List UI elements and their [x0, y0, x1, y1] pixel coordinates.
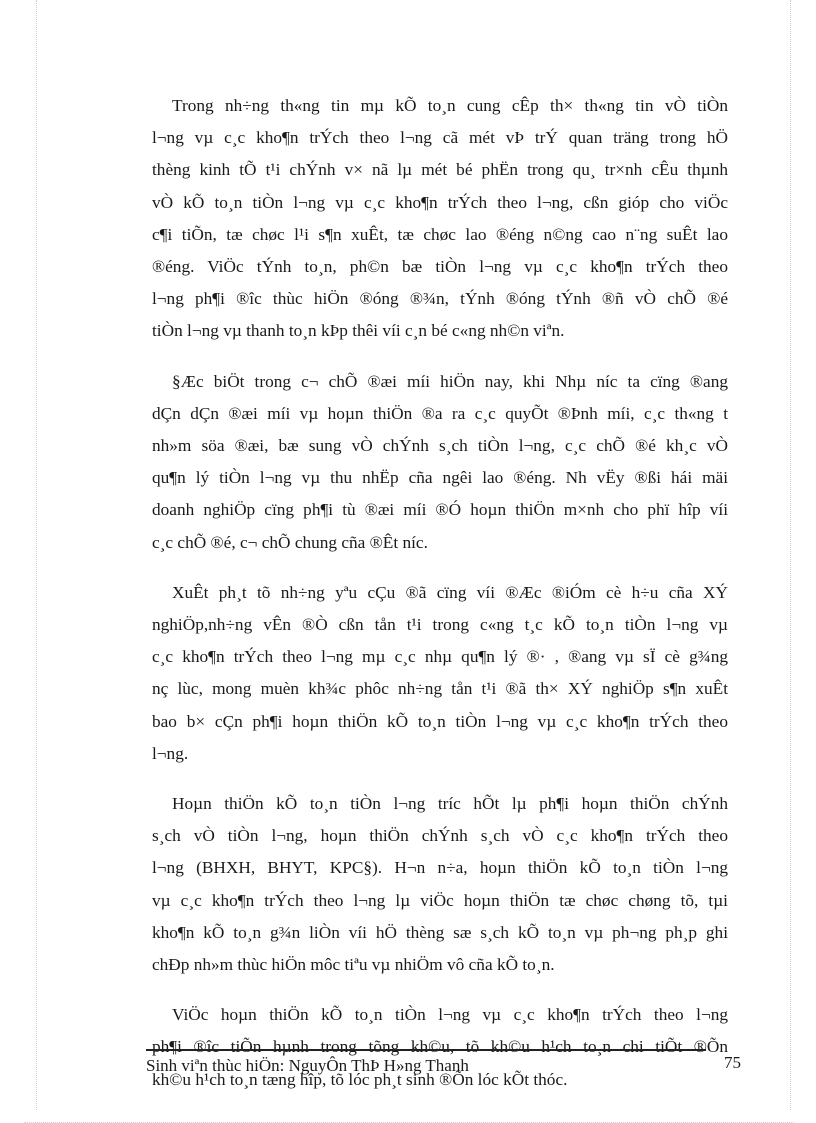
paragraph-line: bao b× cÇn ph¶i hoµn thiÖn kÕ to¸n tiÒn l¬ng vµ c¸c kho¶n trÝch theo: [152, 711, 728, 731]
paragraph-line: ViÖc hoµn thiÖn kÕ to¸n tiÒn l¬ng vµ c¸c kho¶n trÝch theo l¬ng: [172, 1005, 728, 1025]
paragraph-line: qu¶n lý tiÒn l¬ng vµ thu nhËp cña ngêi lao ®éng. Nh vËy ®ßi hái mäi: [152, 468, 728, 488]
paragraph-line: vµ c¸c kho¶n trÝch theo l¬ng lµ viÖc hoµn thiÖn tæ chøc chøng tõ, tµi: [152, 890, 728, 910]
paragraph-line: Hoµn thiÖn kÕ to¸n tiÒn l¬ng tríc hÕt lµ ph¶i hoµn thiÖn chÝnh: [172, 794, 728, 814]
paragraph-line: nç lùc, mong muèn kh¾c phôc nh÷ng tån t¹i ®ã th× XÝ nghiÖp s¶n xuÊt: [152, 679, 728, 699]
paragraph-line: kh©u h¹ch to¸n tæng hîp, tõ lóc ph¸t sinh ®Õn lóc kÕt thóc.: [152, 1069, 568, 1089]
paragraph-line: §Æc biÖt trong c¬ chÕ ®æi míi hiÖn nay, khi Nhµ níc ta cïng ®ang: [172, 371, 728, 391]
paragraph-line: XuÊt ph¸t tõ nh÷ng yªu cÇu ®ã cïng víi ®Æc ®iÓm cè h÷u cña XÝ: [172, 582, 728, 602]
left-margin-guide: [36, 0, 37, 1110]
paragraph-line: Trong nh÷ng th«ng tin mµ kÕ to¸n cung cÊp th× th«ng tin vÒ tiÒn: [172, 96, 728, 115]
paragraph-line: l¬ng (BHXH, BHYT, KPC§). H¬n n÷a, hoµn thiÖn kÕ to¸n tiÒn l¬ng: [152, 858, 728, 878]
footer-rule: [146, 1049, 706, 1051]
paragraph-2: [152, 366, 728, 559]
paragraph-1: [152, 90, 728, 348]
paragraph-line: tiÒn l¬ng vµ thanh to¸n kÞp thêi víi c¸n bé c«ng nh©n viªn.: [152, 321, 565, 341]
paragraph-line: c¸c kho¶n trÝch theo l¬ng mµ c¸c nhµ qu¶n lý ®· , ®ang vµ sÏ cè g¾ng: [152, 647, 728, 667]
paragraph-line: kho¶n kÕ to¸n g¾n liÒn víi hÖ thèng sæ s¸ch kÕ to¸n vµ ph¬ng ph¸p ghi: [152, 922, 728, 942]
paragraph-line: c¸c chÕ ®é, c¬ chÕ chung cña ®Êt níc.: [152, 532, 428, 552]
paragraph-5: [152, 999, 728, 1096]
paragraph-line: c¶i tiÕn, tæ chøc l¹i s¶n xuÊt, tæ chøc lao ®éng n©ng cao n¨ng suÊt lao: [152, 224, 728, 244]
paragraph-line: dÇn dÇn ®æi míi vµ hoµn thiÖn ®a ra c¸c quyÕt ®Þnh míi, c¸c th«ng t: [152, 403, 728, 423]
paragraph-line: nghiÖp,nh÷ng vÊn ®Ò cßn tån t¹i trong c«ng t¸c kÕ to¸n tiÒn l¬ng vµ: [152, 615, 728, 635]
paragraph-line: s¸ch vÒ tiÒn l¬ng, hoµn thiÖn chÝnh s¸ch vÒ c¸c kho¶n trÝch theo: [152, 826, 728, 846]
paragraph-line: chÐp nh»m thùc hiÖn môc tiªu vµ nhiÖm vô cña kÕ to¸n.: [152, 955, 555, 975]
paragraph-line: thèng kinh tÕ t¹i chÝnh v× nã lµ mét bé phËn trong qu¸ tr×nh cÊu thµnh: [152, 160, 728, 180]
paragraph-line: l¬ng.: [152, 743, 189, 763]
paragraph-line: doanh nghiÖp cïng ph¶i tù ®æi míi ®Ó hoµn thiÖn m×nh cho phï hîp víi: [152, 500, 728, 520]
body-text: [152, 90, 728, 1114]
page-number: 75: [724, 1053, 741, 1072]
paragraph-line: nh»m söa ®æi, bæ sung vÒ chÝnh s¸ch tiÒn l¬ng, c¸c chÕ ®é kh¸c vÒ: [152, 436, 728, 456]
paragraph-line: l¬ng vµ c¸c kho¶n trÝch theo l¬ng cã mét vÞ trÝ quan träng trong hÖ: [152, 128, 728, 148]
paragraph-line: ®éng. ViÖc tÝnh to¸n, ph©n bæ tiÒn l¬ng vµ c¸c kho¶n trÝch theo: [152, 257, 728, 277]
footer-author: Sinh viªn thùc hiÖn: NguyÔn ThÞ H»ng Thanh: [146, 1056, 469, 1075]
paragraph-line: ph¶i ®îc tiÕn hµnh trong tõng kh©u, tõ kh©u h¹ch to¸n chi tiÕt ®Õn: [152, 1037, 728, 1057]
paragraph-line: l¬ng ph¶i ®îc thùc hiÖn ®óng ®¾n, tÝnh ®óng tÝnh ®ñ vÒ chÕ ®é: [152, 289, 728, 309]
right-margin-guide: [790, 0, 791, 1110]
paragraph-4: [152, 788, 728, 981]
paragraph-line: vÒ kÕ to¸n tiÒn l¬ng vµ c¸c kho¶n trÝch theo l¬ng, cßn gióp cho viÖc: [152, 192, 728, 212]
paragraph-3: [152, 577, 728, 770]
